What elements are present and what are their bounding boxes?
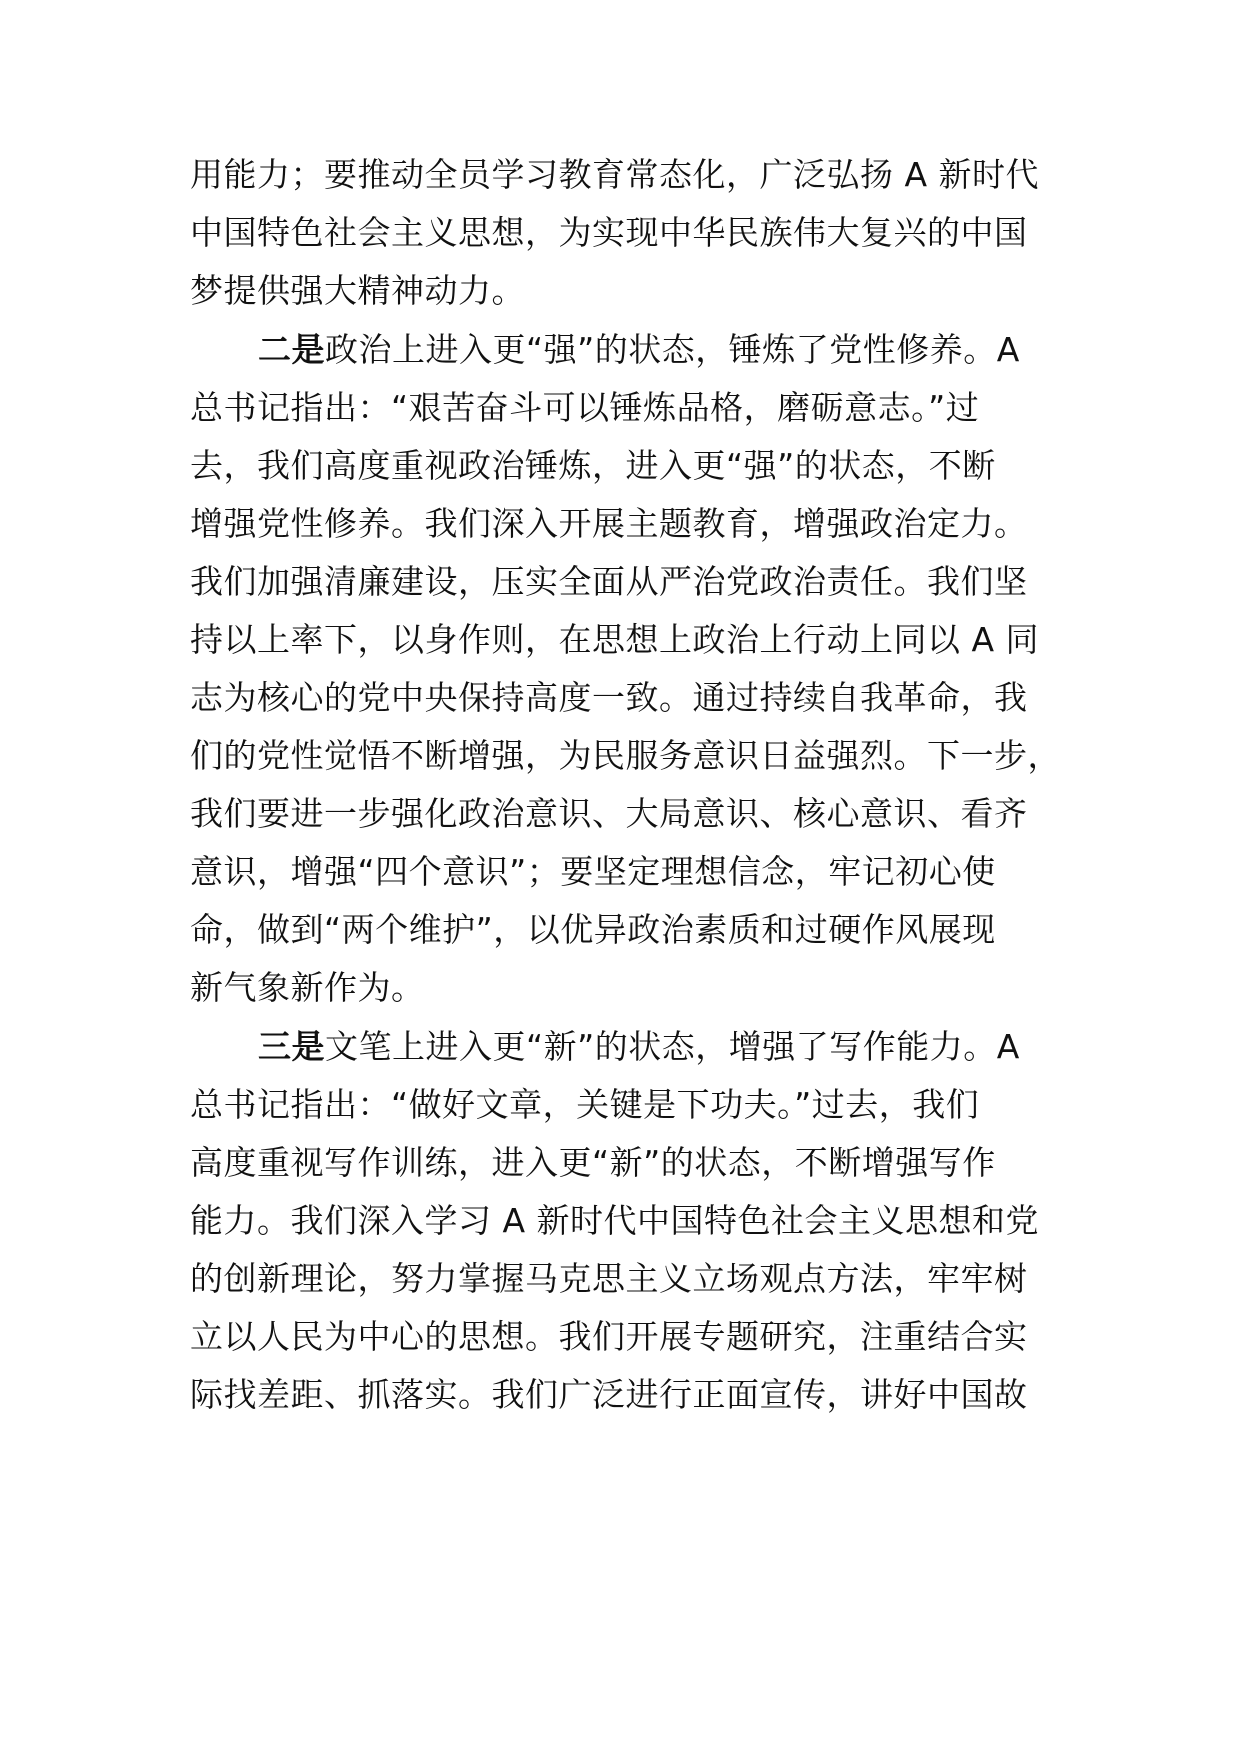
paragraph-first-line bbox=[258, 1027, 1020, 1067]
text-line: 去，我们高度重视政治锤炼，进入更“强”的状态，不断 bbox=[190, 446, 996, 485]
paragraph-first-line-text: 文笔上进入更“新”的状态，增强了写作能力。A bbox=[325, 1027, 1020, 1066]
text-line: 际找差距、抓落实。我们广泛进行正面宣传，讲好中国故 bbox=[190, 1375, 1028, 1414]
text-line: 增强党性修养。我们深入开展主题教育，增强政治定力。 bbox=[190, 504, 1028, 543]
text-line: 新气象新作为。 bbox=[190, 968, 425, 1007]
text-line: 命，做到“两个维护”，以优异政治素质和过硬作风展现 bbox=[190, 910, 996, 949]
text-line: 中国特色社会主义思想，为实现中华民族伟大复兴的中国 bbox=[190, 213, 1028, 252]
text-line: 的创新理论，努力掌握马克思主义立场观点方法，牢牢树 bbox=[190, 1259, 1028, 1298]
text-line: 们的党性觉悟不断增强，为民服务意识日益强烈。下一步， bbox=[190, 736, 1061, 775]
paragraph-first-line bbox=[258, 330, 1020, 370]
text-line: 我们加强清廉建设，压实全面从严治党政治责任。我们坚 bbox=[190, 562, 1028, 601]
text-line: 立以人民为中心的思想。我们开展专题研究，注重结合实 bbox=[190, 1317, 1028, 1356]
text-line: 总书记指出：“艰苦奋斗可以锤炼品格，磨砺意志。”过 bbox=[190, 388, 980, 427]
paragraph-lead: 二是 bbox=[258, 330, 325, 369]
text-line: 意识，增强“四个意识”；要坚定理想信念，牢记初心使 bbox=[190, 852, 996, 891]
text-line: 能力。我们深入学习 A 新时代中国特色社会主义思想和党 bbox=[190, 1201, 1040, 1240]
paragraph-lead: 三是 bbox=[258, 1027, 325, 1066]
text-line: 用能力；要推动全员学习教育常态化，广泛弘扬 A 新时代 bbox=[190, 155, 1040, 194]
text-line: 我们要进一步强化政治意识、大局意识、核心意识、看齐 bbox=[190, 794, 1028, 833]
text-line: 总书记指出：“做好文章，关键是下功夫。”过去，我们 bbox=[190, 1085, 980, 1124]
text-line: 持以上率下，以身作则，在思想上政治上行动上同以 A 同 bbox=[190, 620, 1040, 659]
text-line: 高度重视写作训练，进入更“新”的状态，不断增强写作 bbox=[190, 1143, 996, 1182]
text-line: 志为核心的党中央保持高度一致。通过持续自我革命，我 bbox=[190, 678, 1028, 717]
paragraph-first-line-text: 政治上进入更“强”的状态，锤炼了党性修养。A bbox=[325, 330, 1020, 369]
text-line: 梦提供强大精神动力。 bbox=[190, 271, 525, 310]
